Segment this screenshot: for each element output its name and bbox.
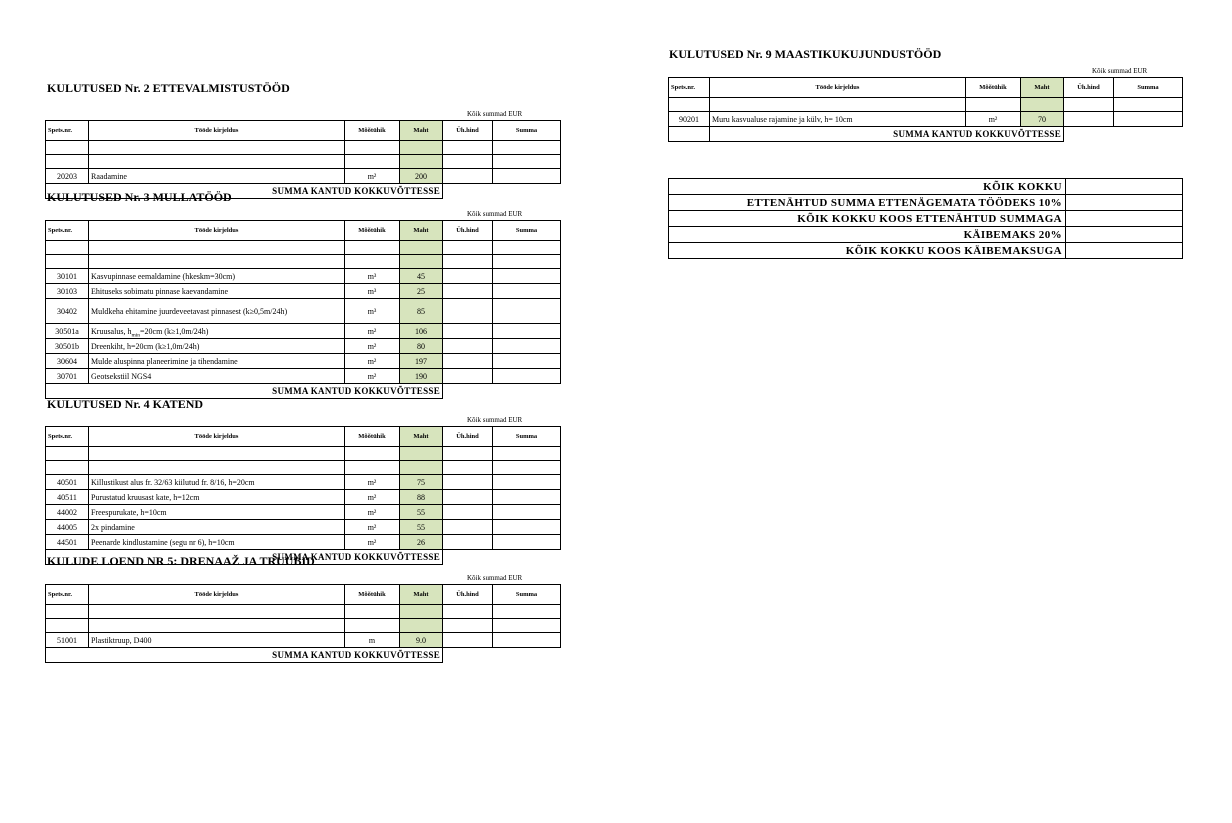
table-row: 20203 Raadamine m² 200 (46, 169, 561, 184)
section-2-title: KULUTUSED Nr. 2 ETTEVALMISTUSTÖÖD (47, 81, 290, 95)
table-row: 30103 Ehituseks sobimatu pinnase kaevandamine m³ 25 (46, 284, 561, 299)
currency-note: Kõik summad EUR (467, 110, 523, 118)
col-price: Üh.hind (443, 121, 493, 141)
sum-row: SUMMA KANTUD KOKKUVÕTTESSE (669, 127, 1183, 142)
totals-row: KÕIK KOKKU KOOS ETTENÄHTUD SUMMAGA (669, 211, 1183, 227)
col-qty: Maht (400, 121, 443, 141)
table-row: 30402 Muldkeha ehitamine juurdeveetavast pinnasest (k≥0,5m/24h) m³ 85 (46, 299, 561, 324)
currency-note: Kõik summad EUR (467, 210, 523, 218)
table-row: 40511 Purustatud kruusast kate, h=12cm m² 88 (46, 490, 561, 505)
table-section-2 (45, 120, 561, 199)
totals-row: KÕIK KOKKU (669, 179, 1183, 195)
table-header: Spets.nr. Tööde kirjeldus Mõõtühik Maht Üh.hind Summa (46, 427, 561, 447)
totals-row: ETTENÄHTUD SUMMA ETTENÄGEMATA TÖÖDEKS 10% (669, 195, 1183, 211)
table-section-4 (45, 426, 561, 565)
sum-row: SUMMA KANTUD KOKKUVÕTTESSE (46, 384, 561, 399)
col-sum: Summa (493, 121, 561, 141)
table-section-9 (668, 77, 1183, 142)
sum-row: SUMMA KANTUD KOKKUVÕTTESSE (46, 648, 561, 663)
totals-row: KÕIK KOKKU KOOS KÄIBEMAKSUGA (669, 243, 1183, 259)
table-row: 30604 Mulde aluspinna planeerimine ja tihendamine m² 197 (46, 354, 561, 369)
section-3-title: KULUTUSED Nr. 3 MULLATÖÖD (47, 190, 232, 204)
table-row: 30701 Geotsekstiil NGS4 m² 190 (46, 369, 561, 384)
col-spec: Spets.nr. (46, 121, 89, 141)
totals-row: KÄIBEMAKS 20% (669, 227, 1183, 243)
col-desc: Tööde kirjeldus (89, 121, 345, 141)
sum-row: SUMMA KANTUD KOKKUVÕTTESSE (46, 184, 561, 199)
totals-table (668, 178, 1183, 259)
table-row: 30501a Kruusalus, $h_{min}=20cm$ (k≥1,0m/24h) m² 106 (46, 324, 561, 339)
sum-row: SUMMA KANTUD KOKKUVÕTTESSE (46, 550, 561, 565)
currency-note: Kõik summad EUR (467, 574, 523, 582)
currency-note: Kõik summad EUR (1092, 67, 1148, 75)
section-5-title: KULUDE LOEND NR 5: DRENAAŽ JA TRUUBID (47, 554, 315, 568)
section-4-title: KULUTUSED Nr. 4 KATEND (47, 397, 204, 411)
table-section-3 (45, 220, 561, 399)
table-header: Spets.nr. Tööde kirjeldus Mõõtühik Maht Üh.hind Summa (669, 78, 1183, 98)
section-9-title: KULUTUSED Nr. 9 MAASTIKUKUJUNDUSTÖÖD (669, 47, 942, 61)
table-row: 44501 Peenarde kindlustamine (segu nr 6), h=10cm m² 26 (46, 535, 561, 550)
table-header: Spets.nr. Tööde kirjeldus Mõõtühik Maht Üh.hind Summa (46, 221, 561, 241)
col-unit: Mõõtühik (345, 121, 400, 141)
currency-note: Kõik summad EUR (467, 416, 523, 424)
table-section-5 (45, 584, 561, 663)
table-row: 30501b Dreenkiht, h=20cm (k≥1,0m/24h) m² 80 (46, 339, 561, 354)
table-row: 44002 Freespurukate, h=10cm m² 55 (46, 505, 561, 520)
table-row: 40501 Killustikust alus fr. 32/63 kiilutud fr. 8/16, h=20cm m² 75 (46, 475, 561, 490)
table-row: 44005 2x pindamine m² 55 (46, 520, 561, 535)
table-header: Spets.nr. Tööde kirjeldus Mõõtühik Maht Üh.hind Summa (46, 585, 561, 605)
table-row: 90201 Muru kasvualuse rajamine ja külv, h= 10cm m² 70 (669, 112, 1183, 127)
table-row: 30101 Kasvupinnase eemaldamine (hkeskm=30cm) m³ 45 (46, 269, 561, 284)
table-header (46, 121, 561, 141)
table-row: 51001 Plastiktruup, D400 m 9.0 (46, 633, 561, 648)
